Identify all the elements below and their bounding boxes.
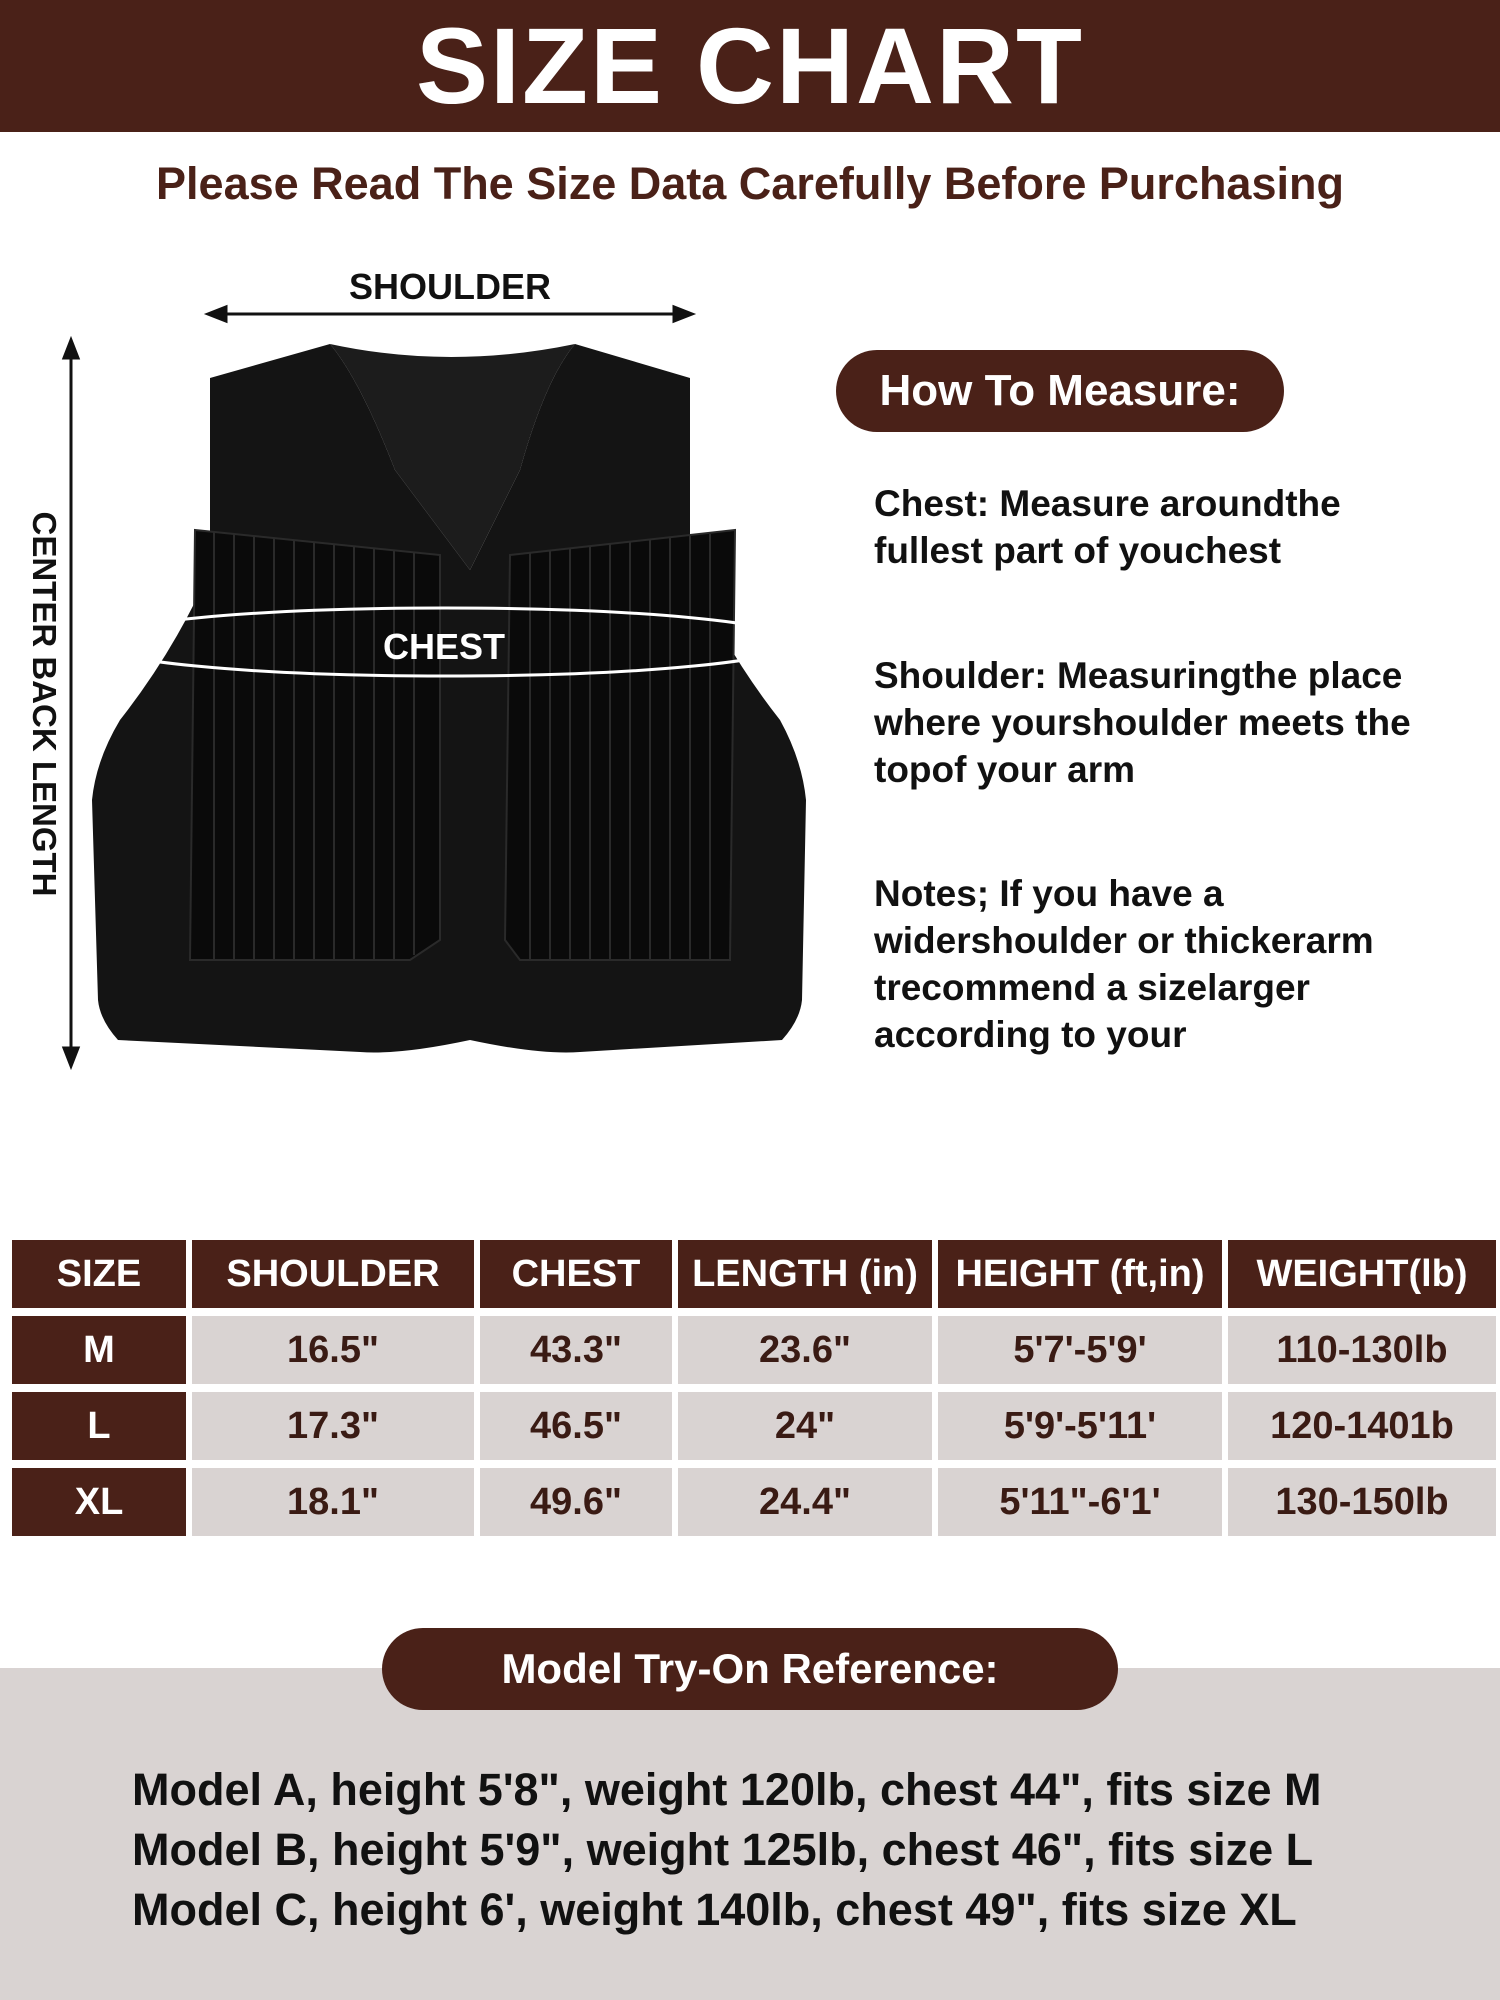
table-row xyxy=(12,1468,1496,1544)
model-a-line: Model A, height 5'8", weight 120lb, chest 44", fits size M xyxy=(132,1764,1322,1815)
header-chest: CHEST xyxy=(480,1240,672,1308)
shoulder-instructions: Shoulder: Measuringthe place where yourshoulder meets the topof your arm xyxy=(874,655,1411,790)
shoulder-arrow xyxy=(208,307,692,321)
model-b-line: Model B, height 5'9", weight 125lb, chest 46", fits size L xyxy=(132,1824,1314,1875)
weight-cell: 110-130lb xyxy=(1228,1316,1496,1384)
chest-cell: 46.5" xyxy=(480,1392,672,1460)
length-cell: 23.6" xyxy=(678,1316,932,1384)
model-reference-title: Model Try-On Reference: xyxy=(382,1628,1118,1710)
header-length: LENGTH (in) xyxy=(678,1240,932,1308)
header-size: SIZE xyxy=(12,1240,186,1308)
shoulder-label: SHOULDER xyxy=(348,266,551,307)
table-header-row xyxy=(12,1240,1496,1316)
weight-cell: 130-150lb xyxy=(1228,1468,1496,1536)
header-shoulder: SHOULDER xyxy=(192,1240,474,1308)
table-row xyxy=(12,1316,1496,1392)
subtitle: Please Read The Size Data Carefully Before Purchasing xyxy=(156,158,1344,209)
page-title: SIZE CHART xyxy=(416,5,1084,126)
vest-diagram xyxy=(0,240,820,1120)
chest-label: CHEST xyxy=(382,626,505,667)
how-to-measure-title: How To Measure: xyxy=(836,350,1284,432)
vest-illustration xyxy=(0,240,820,1120)
size-cell: M xyxy=(12,1316,186,1384)
height-cell: 5'7'-5'9' xyxy=(938,1316,1222,1384)
size-table xyxy=(12,1240,1496,1544)
shoulder-cell: 16.5" xyxy=(192,1316,474,1384)
left-fringe xyxy=(190,530,440,960)
header-height: HEIGHT (ft,in) xyxy=(938,1240,1222,1308)
right-fringe xyxy=(505,530,735,960)
size-cell: L xyxy=(12,1392,186,1460)
chest-instructions: Chest: Measure aroundthe fullest part of youchest xyxy=(874,483,1341,571)
length-arrow xyxy=(64,340,78,1066)
weight-cell: 120-1401b xyxy=(1228,1392,1496,1460)
notes-text: Notes; If you have a widershoulder or thickerarm trecommend a sizelarger according to your xyxy=(874,873,1374,1055)
shoulder-cell: 18.1" xyxy=(192,1468,474,1536)
chest-cell: 49.6" xyxy=(480,1468,672,1536)
table-row xyxy=(12,1392,1496,1468)
height-cell: 5'9'-5'11' xyxy=(938,1392,1222,1460)
length-cell: 24" xyxy=(678,1392,932,1460)
length-cell: 24.4" xyxy=(678,1468,932,1536)
center-back-length-label: CENTER BACK LENGTH xyxy=(26,511,63,897)
header-weight: WEIGHT(lb) xyxy=(1228,1240,1496,1308)
size-cell: XL xyxy=(12,1468,186,1536)
shoulder-cell: 17.3" xyxy=(192,1392,474,1460)
model-c-line: Model C, height 6', weight 140lb, chest 49", fits size XL xyxy=(132,1884,1297,1935)
height-cell: 5'11"-6'1' xyxy=(938,1468,1222,1536)
chest-cell: 43.3" xyxy=(480,1316,672,1384)
